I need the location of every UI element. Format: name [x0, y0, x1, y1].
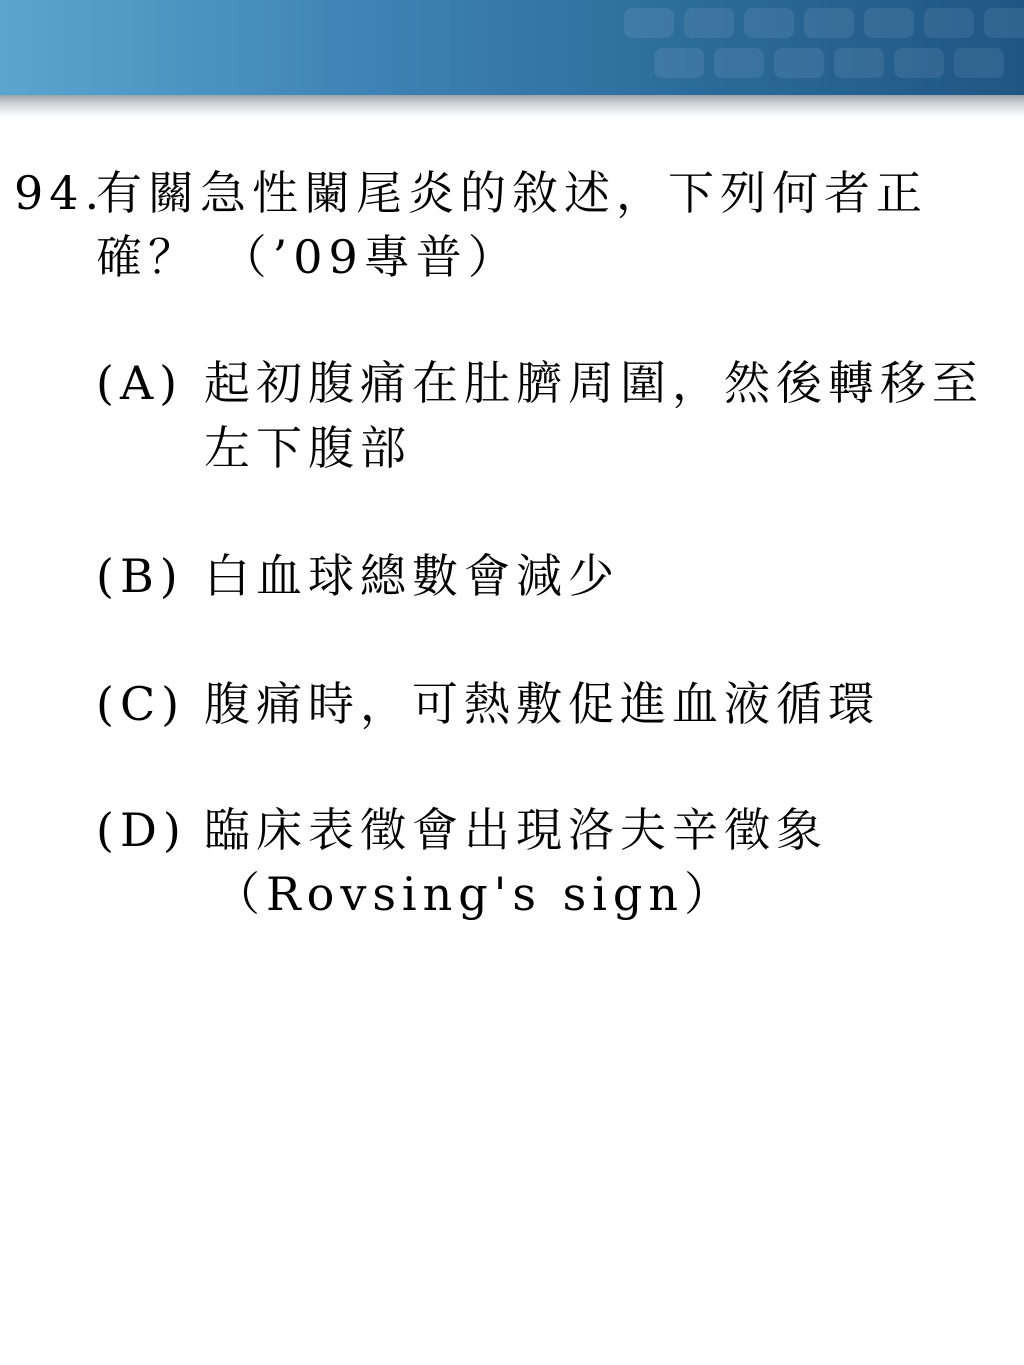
option-a-line-1: 起初腹痛在肚臍周圍，然後轉移至	[204, 356, 984, 410]
option-a-line-2: 左下腹部	[204, 421, 412, 475]
option-a-label: (A)	[96, 356, 184, 410]
option-b-line-1: 白血球總數會減少	[204, 549, 620, 603]
option-d-label: (D)	[96, 803, 187, 857]
question-line-2: 確？ （’09專普）	[96, 230, 520, 284]
option-d-line-1: 臨床表徵會出現洛夫辛徵象	[204, 803, 828, 857]
option-d-line-2: （Rovsing's sign）	[214, 867, 736, 921]
option-c-line-1: 腹痛時，可熱敷促進血液循環	[204, 677, 880, 731]
question-line-1: 有關急性闌尾炎的敘述，下列何者正	[96, 166, 928, 220]
option-b-label: (B)	[96, 549, 184, 603]
question-number: 94.	[14, 166, 106, 220]
option-c-label: (C)	[96, 677, 186, 731]
